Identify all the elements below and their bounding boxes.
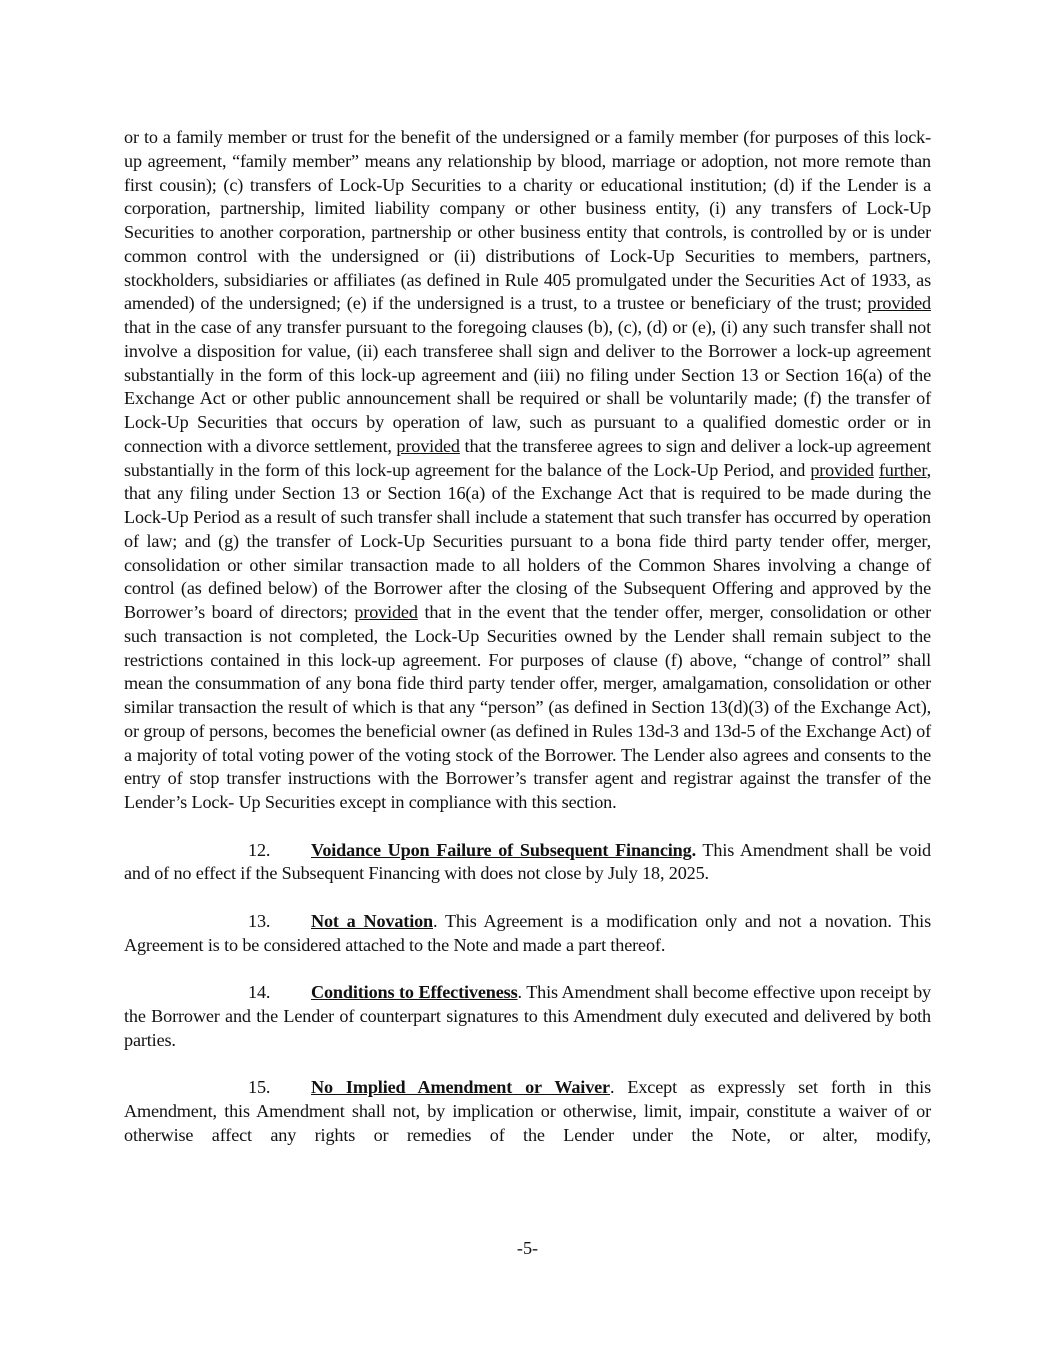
section-number: 12. (248, 839, 271, 860)
section-heading-punct: . (691, 839, 696, 860)
document-page (124, 126, 931, 1147)
underlined-term-provided: provided (867, 293, 931, 314)
section-heading-punct: . (433, 910, 438, 931)
section-heading: Not a Novation (311, 910, 434, 931)
text-segment: that in the event that the tender offer, merger, consolidation or other such transaction is not completed, the Lock-Up Securities owned by the Lender shall remain subject to the restrictions contained in this lock-up agreement. For purposes of clause (f) above, “change of control” shall mean the consummation of any bona fide third party tender offer, merger, amalgamation, consolidation or other similar transaction the result of which is that any “person” (as defined in Section 13(d)(3) of the Exchange Act), or group of persons, becomes the beneficial owner (as defined in Rules 13d-3 and 13d-5 of the Exchange Act) of a majority of total voting power of the voting stock of the Borrower. The Lender also agrees and consents to the entry of stop transfer instructions with the Borrower’s transfer agent and registrar against the transfer of the Lender’s Lock- Up Securities except in compliance with this section. (124, 602, 931, 812)
underlined-term-further: further (878, 459, 927, 480)
section-heading: Conditions to Effectiveness (311, 982, 518, 1002)
text-segment: that the transferee agrees to sign and deliver a lock-up agreement substantially in the form of this lock-up agreement for the balance of the Lock-Up Period, and (124, 435, 932, 480)
text-segment: , that any filing under Section 13 or Section 16(a) of the Exchange Act that is required to be made during the Lock-Up Period as a result of such transfer shall include a statement that such transfer has occurred by operation of law; and (g) the transfer of Lock-Up Securities pursuant to a bona fide third party tender offer, merger, consolidation or other similar transaction made to all holders of the Common Shares involving a change of control (as defined below) of the Borrower after the closing of the Subsequent Offering and approved by the Borrower’s board of directors; (124, 459, 932, 622)
text-segment: or to a family member or trust for the benefit of the undersigned or a family member (for purposes of this lock-up agreement, “family member” means any relationship by blood, marriage or adoption, not more remote than first cousin); (c) transfers of Lock-Up Securities to a charity or educational institution; (d) if the Lender is a corporation, partnership, limited liability company or other business entity, (i) any transfers of Lock-Up Securities to another corporation, partnership or other business entity that controls, is controlled by or is under common control with the undersigned or (ii) distributions of Lock-Up Securities to members, partners, stockholders, subsidiaries or affiliates (as defined in Rule 405 promulgated under the Securities Act of 1933, as amended) of the undersigned; (e) if the undersigned is a trust, to a trustee or beneficiary of the trust; (124, 127, 931, 314)
section-body: This Amendment shall become effective upon receipt by the Borrower and the Lender of counterpart signatures to this Amendment duly executed and delivered by both parties. (124, 982, 931, 1050)
underlined-term-provided: provided (354, 602, 418, 622)
section-heading: No Implied Amendment or Waiver (311, 1077, 610, 1097)
section-15 (124, 1076, 931, 1147)
lock-up-continuation-paragraph (124, 126, 931, 815)
section-heading-punct: . (517, 982, 522, 1002)
section-body: This Agreement is a modification only and not a novation. This Agreement is to be considered attached to the Note and made a part thereof. (124, 910, 932, 955)
text-segment: that in the case of any transfer pursuant to the foregoing clauses (b), (c), (d) or (e), (i) any such transfer shall not involve a disposition for value, (ii) each transferee shall sign and deliver to the Borrower a lock-up agreement substantially in the form of this lock-up agreement and (iii) no filing under Section 13 or Section 16(a) of the Exchange Act or other public announcement shall be required or shall be voluntarily made; (f) the transfer of Lock-Up Securities that occurs by operation of law, such as pursuant to a qualified domestic order or in connection with a divorce settlement, (124, 317, 931, 456)
section-body: Except as expressly set forth in this Amendment, this Amendment shall not, by implication or otherwise, limit, impair, constitute a waiver of or otherwise affect any rights or remedies of the Lender under the Note, or alter, modify, (124, 1077, 931, 1145)
section-12 (124, 839, 931, 887)
section-14 (124, 981, 931, 1052)
page-number: -5- (516, 1238, 539, 1258)
section-number: 15. (248, 1077, 271, 1097)
section-number: 14. (248, 982, 271, 1002)
section-number: 13. (248, 910, 271, 931)
underlined-term-provided: provided (810, 459, 874, 480)
section-body: This Amendment shall be void and of no effect if the Subsequent Financing with does not close by July 18, 2025. (124, 839, 931, 884)
underlined-term-provided: provided (396, 435, 460, 456)
section-heading-punct: . (609, 1077, 615, 1097)
section-heading: Voidance Upon Failure of Subsequent Financing (311, 839, 692, 860)
section-13 (124, 910, 931, 958)
